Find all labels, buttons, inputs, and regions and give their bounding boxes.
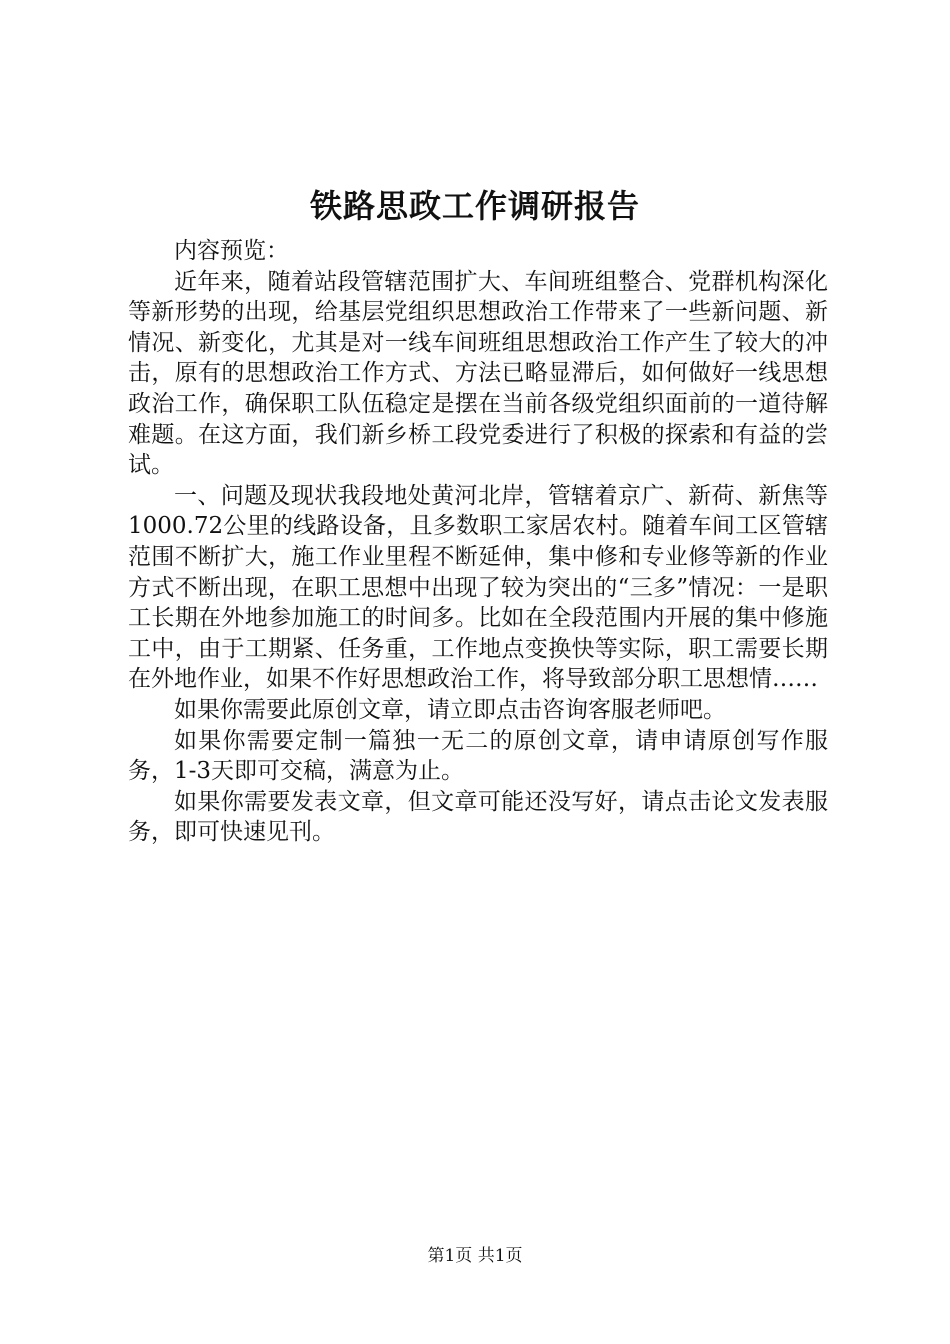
paragraph-intro: 近年来，随着站段管辖范围扩大、车间班组整合、党群机构深化等新形势的出现，给基层党组织思想政治工作带来了一些新问题、新情况、新变化，尤其是对一线车间班组思想政治工作产生了较大的冲击，原有的思想政治工作方式、方法已略显滞后，如何做好一线思想政治工作，确保职工队伍稳定是摆在当前各级党组织面前的一道待解难题。在这方面，我们新乡桥工段党委进行了积极的探索和有益的尝试。 bbox=[128, 268, 828, 479]
paragraph-custom-writing-link[interactable]: 如果你需要定制一篇独一无二的原创文章，请申请原创写作服务，1-3天即可交稿，满意为止。 bbox=[128, 727, 828, 785]
preview-label: 内容预览： bbox=[174, 238, 289, 264]
paragraph-consult-link[interactable]: 如果你需要此原创文章，请立即点击咨询客服老师吧。 bbox=[174, 696, 726, 723]
paragraph-publish-link[interactable]: 如果你需要发表文章，但文章可能还没写好，请点击论文发表服务，即可快速见刊。 bbox=[128, 788, 828, 846]
paragraph-problems: 一、问题及现状我段地处黄河北岸，管辖着京广、新荷、新焦等1000.72公里的线路设备，且多数职工家居农村。随着车间工区管辖范围不断扩大，施工作业里程不断延伸，集中修和专业修等新的作业方式不断出现，在职工思想中出现了较为突出的“三多”情况：一是职工长期在外地参加施工的时间多。比如在全段范围内开展的集中修施工中，由于工期紧、任务重，工作地点变换快等实际，职工需要长期在外地作业，如果不作好思想政治工作，将导致部分职工思想情…… bbox=[128, 482, 828, 693]
page-number-footer: 第1页 共1页 bbox=[427, 1246, 523, 1266]
document-body bbox=[128, 236, 828, 848]
document-title: 铁路思政工作调研报告 bbox=[309, 187, 640, 225]
